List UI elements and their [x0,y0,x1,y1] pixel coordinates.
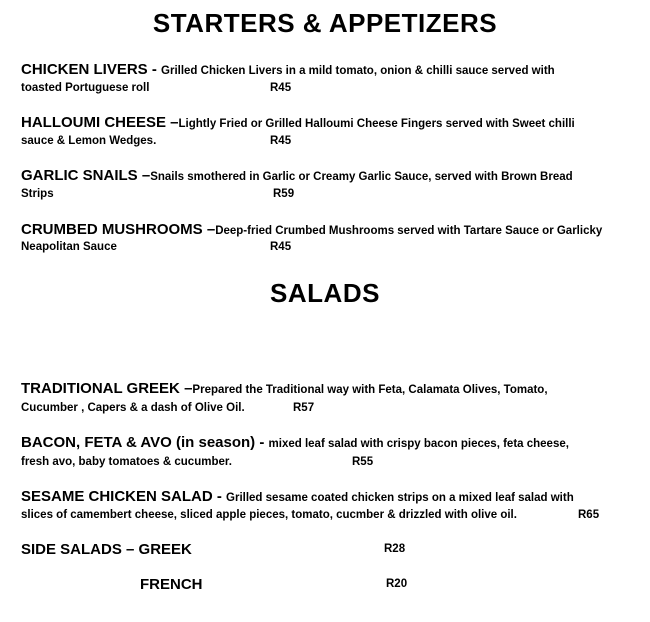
item-price: R65 [578,509,600,521]
menu-item-bacon-feta-avo [21,433,641,454]
menu-item-chicken-livers [21,60,641,81]
item-description-cont: slices of camembert cheese, sliced apple pieces, tomato, cucmber & drizzled with olive oil. [21,509,517,521]
item-description: Prepared the Traditional way with Feta, Calamata Olives, Tomato, [192,384,548,396]
side-salads-greek-price: R28 [384,543,406,555]
item-name: TRADITIONAL GREEK [21,380,180,397]
item-description-cont: sauce & Lemon Wedges. [21,135,157,147]
side-salads-french-price: R20 [386,578,408,590]
menu-item-halloumi-cheese [21,113,641,134]
item-name: GARLIC SNAILS [21,167,138,184]
item-description: mixed leaf salad with crispy bacon pieces, feta cheese, [268,438,569,450]
item-separator: - [147,61,162,78]
item-separator: – [137,167,151,184]
starters-heading: STARTERS & APPETIZERS [152,8,498,38]
item-description: Grilled sesame coated chicken strips on a mixed leaf salad with [226,492,574,504]
side-salads-french-label: FRENCH [140,576,203,593]
menu-item-sesame-chicken-salad [21,487,641,508]
item-name: SESAME CHICKEN SALAD [21,488,213,505]
item-price: R55 [352,456,374,468]
item-price: R45 [270,82,292,94]
item-description: Grilled Chicken Livers in a mild tomato, onion & chilli sauce served with [161,65,555,77]
menu-item-garlic-snails [21,166,641,187]
item-separator: - [212,488,227,505]
menu-item-traditional-greek [21,379,641,400]
item-description-cont: Neapolitan Sauce [21,241,117,253]
item-description-cont: Cucumber , Capers & a dash of Olive Oil. [21,402,245,414]
item-name: HALLOUMI CHEESE [21,114,167,131]
item-price: R45 [270,135,292,147]
item-price: R57 [293,402,315,414]
item-name: CRUMBED MUSHROOMS [21,221,203,238]
item-separator: – [179,380,193,397]
item-description: Lightly Fried or Grilled Halloumi Cheese Fingers served with Sweet chilli [178,118,575,130]
side-salads-greek-label: SIDE SALADS – GREEK [21,541,192,558]
item-description-cont: toasted Portuguese roll [21,82,150,94]
item-description: Snails smothered in Garlic or Creamy Garlic Sauce, served with Brown Bread [150,171,573,183]
menu-item-crumbed-mushrooms [21,220,641,241]
item-name: CHICKEN LIVERS [21,61,148,78]
item-description: Deep-fried Crumbed Mushrooms served with Tartare Sauce or Garlicky [215,225,603,237]
item-description-cont: fresh avo, baby tomatoes & cucumber. [21,456,232,468]
item-separator: – [202,221,216,238]
salads-heading: SALADS [270,278,380,308]
item-price: R45 [270,241,292,253]
item-separator: - [255,434,269,451]
item-price: R59 [273,188,295,200]
item-description-cont: Strips [21,188,54,200]
item-name: BACON, FETA & AVO (in season) [21,434,256,451]
item-separator: – [166,114,179,131]
